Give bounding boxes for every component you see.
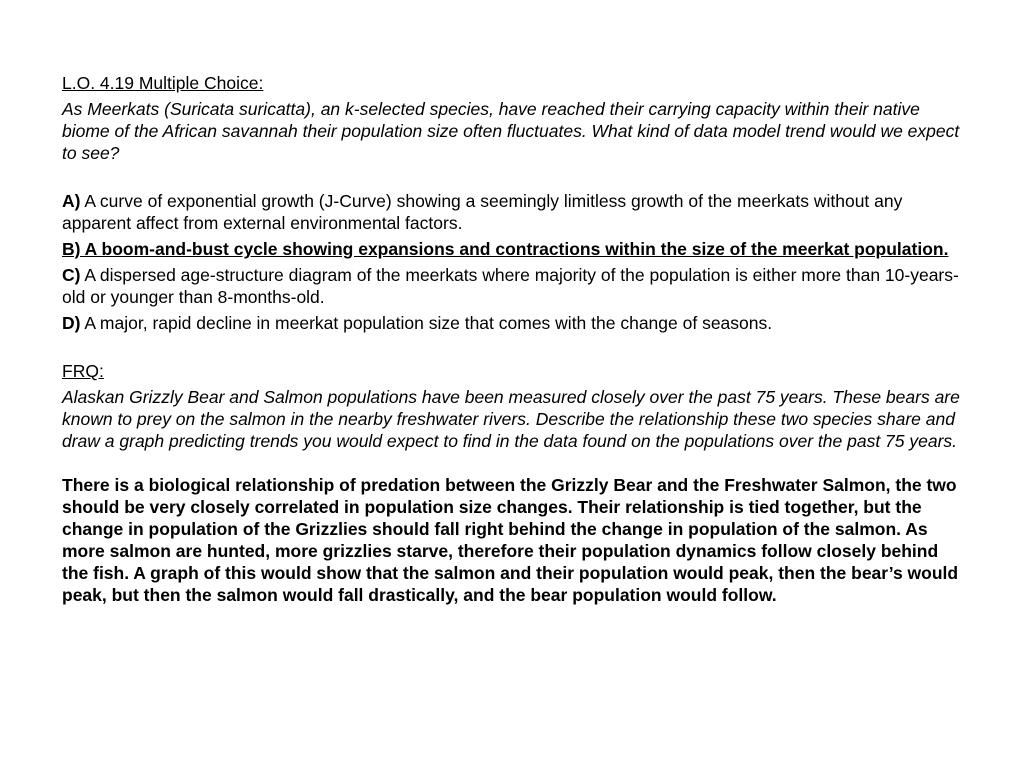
frq-heading: FRQ: (62, 361, 104, 381)
frq-question: Alaskan Grizzly Bear and Salmon populations have been measured closely over the past 75 years. These bears are known to prey on the salmon in the nearby freshwater rivers. Describe the relationship these two species share and draw a graph predicting trends you would expect to find in the data found on the populations over the past 75 years. (62, 387, 960, 451)
option-d (62, 312, 967, 334)
option-c-text: A dispersed age-structure diagram of the meerkats where majority of the population is either more than 10-years-old or younger than 8-months-old. (62, 265, 959, 307)
slide-content (62, 72, 967, 610)
option-a-letter: A) (62, 191, 81, 211)
option-a (62, 190, 967, 234)
option-a-text: A curve of exponential growth (J-Curve) showing a seemingly limitless growth of the meerkats without any apparent affect from external environmental factors. (62, 191, 903, 233)
option-b-correct: B) A boom-and-bust cycle showing expansions and contractions within the size of the meerkat population. (62, 239, 949, 259)
option-d-letter: D) (62, 313, 81, 333)
frq-answer: There is a biological relationship of predation between the Grizzly Bear and the Freshwater Salmon, the two should be very closely correlated in population size changes. Their relationship is tied together, but the change in population of the Grizzlies should fall right behind the change in population of the salmon. As more salmon are hunted, more grizzlies starve, therefore their population dynamics follow closely behind the fish. A graph of this would show that the salmon and their population would peak, then the bear’s would peak, but then the salmon would fall drastically, and the bear population would follow. (62, 475, 959, 605)
option-d-text: A major, rapid decline in meerkat population size that comes with the change of seasons. (80, 313, 773, 333)
mc-question: As Meerkats (Suricata suricatta), an k-selected species, have reached their carrying capacity within their native biome of the African savannah their population size often fluctuates. What kind of data model trend would we expect to see? (62, 99, 960, 163)
mc-heading: L.O. 4.19 Multiple Choice: (62, 73, 264, 93)
option-c (62, 264, 967, 308)
option-c-letter: C) (62, 265, 81, 285)
